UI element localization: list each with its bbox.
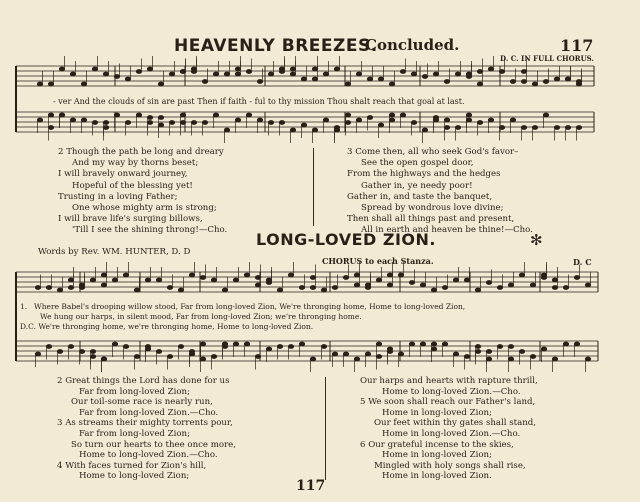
note-head: [442, 286, 447, 290]
note-head: [125, 77, 130, 81]
note-head: [145, 278, 150, 282]
note-head: [354, 283, 359, 287]
verse-line: 3 Come then, all who seek God's favor–: [347, 147, 519, 157]
note-head: [200, 342, 205, 346]
note-head: [48, 82, 53, 86]
note-head: [35, 286, 40, 290]
note-head: [266, 278, 271, 282]
verse-line: Home in long-loved Zion;: [382, 450, 492, 461]
verse-line: Far from long-loved Zion;: [79, 386, 190, 397]
verse-line: Home to long-loved Zion.—Cho.: [382, 386, 521, 397]
column-divider: [313, 148, 314, 226]
note-head: [277, 345, 282, 349]
note-head: [257, 118, 262, 122]
note-head: [290, 128, 295, 132]
note-head: [554, 77, 559, 81]
note-head: [200, 276, 205, 280]
verse-line: Our toil-some race is nearly run,: [71, 397, 213, 408]
note-head: [532, 126, 537, 130]
note-head: [497, 286, 502, 290]
note-head: [455, 126, 460, 130]
verse-line: Gather in, ye needy poor!: [361, 180, 473, 191]
note-head: [81, 118, 86, 122]
note-head: [576, 126, 581, 130]
note-head: [541, 276, 546, 280]
note-head: [521, 126, 526, 130]
note-head: [521, 80, 526, 84]
note-head: [312, 128, 317, 132]
note-head: [433, 116, 438, 120]
note-head: [213, 113, 218, 117]
note-head: [444, 80, 449, 84]
note-head: [376, 278, 381, 282]
note-head: [323, 72, 328, 76]
note-head: [299, 286, 304, 290]
verse-line: 2 Great things the Lord has done for us: [57, 376, 230, 386]
note-head: [224, 128, 229, 132]
note-head: [475, 350, 480, 354]
verse-line: Hopeful of the blessing yet!: [72, 180, 193, 191]
note-head: [332, 352, 337, 356]
note-head: [158, 82, 163, 86]
note-head: [235, 67, 240, 71]
note-head: [167, 286, 172, 290]
verse-line: I will bravely onward journey,: [58, 169, 188, 180]
note-head: [70, 72, 75, 76]
note-head: [101, 283, 106, 287]
hymn-title: HEAVENLY BREEZES.: [174, 36, 378, 56]
note-head: [453, 352, 458, 356]
verse-line: Far from long-loved Zion;: [79, 428, 190, 439]
lyric-line-2: We hung our harps, in silent mood, Far from long-loved Zion; we're thronging home.: [40, 312, 362, 321]
verse-line: 5 We soon shall reach our Father's land,: [360, 397, 536, 408]
verse-line: See the open gospel door,: [361, 158, 474, 169]
note-head: [354, 357, 359, 361]
note-head: [125, 121, 130, 125]
note-head: [178, 288, 183, 292]
verse-line: From the highways and the hedges: [347, 169, 501, 180]
hymn2-verses-left: [57, 376, 236, 482]
note-head: [411, 121, 416, 125]
note-head: [453, 278, 458, 282]
note-head: [508, 283, 513, 287]
dc-note: D. C. IN FULL CHORUS.: [500, 54, 594, 63]
note-head: [70, 118, 75, 122]
verse-line: Our harps and hearts with rapture thrill,: [360, 376, 538, 386]
note-head: [420, 342, 425, 346]
note-head: [565, 77, 570, 81]
note-head: [246, 70, 251, 74]
note-head: [378, 123, 383, 127]
note-head: [145, 347, 150, 351]
note-head: [367, 77, 372, 81]
note-head: [411, 72, 416, 76]
note-head: [321, 288, 326, 292]
note-head: [387, 283, 392, 287]
note-head: [464, 355, 469, 359]
note-head: [376, 342, 381, 346]
note-head: [169, 121, 174, 125]
note-head: [244, 342, 249, 346]
note-head: [134, 355, 139, 359]
note-head: [147, 67, 152, 71]
hymn2-verses-right: [360, 376, 538, 482]
lyric-line-3: D.C. We're thronging home, we're thronging home, Home to long-loved Zion.: [20, 322, 314, 331]
note-head: [112, 342, 117, 346]
note-head: [189, 273, 194, 277]
note-head: [68, 278, 73, 282]
verse-line: 4 With faces turned for Zion's hill,: [57, 460, 207, 471]
note-head: [57, 350, 62, 354]
verse-line: 2 Though the path be long and dreary: [58, 147, 224, 157]
note-head: [519, 273, 524, 277]
note-head: [103, 121, 108, 125]
note-head: [279, 67, 284, 71]
note-head: [244, 273, 249, 277]
note-head: [334, 67, 339, 71]
note-head: [81, 82, 86, 86]
verse-line: Gather in, and taste the banquet,: [347, 191, 493, 202]
note-head: [290, 67, 295, 71]
note-head: [464, 278, 469, 282]
verse-line: So turn our hearts to thee once more,: [71, 439, 236, 450]
footer-page-number: 117: [296, 478, 326, 494]
note-head: [255, 276, 260, 280]
note-head: [510, 80, 515, 84]
note-head: [290, 72, 295, 76]
note-head: [310, 276, 315, 280]
note-head: [312, 77, 317, 81]
note-head: [101, 357, 106, 361]
note-head: [343, 352, 348, 356]
note-head: [48, 113, 53, 117]
note-head: [387, 273, 392, 277]
verse-line: All in earth and heaven be thine!—Cho.: [361, 225, 533, 236]
note-head: [532, 82, 537, 86]
star-ornament: ✻: [530, 231, 543, 249]
lyric-line: - ver And the clouds of sin are past Then if faith - ful to thy mission Thou shalt reach that goal at last.: [53, 97, 465, 106]
note-head: [103, 72, 108, 76]
verse-line: Home in long-loved Zion;: [382, 407, 492, 418]
note-head: [233, 342, 238, 346]
note-head: [466, 118, 471, 122]
note-head: [180, 113, 185, 117]
verse-line: Our feet within thy gates shall stand,: [374, 418, 536, 429]
note-head: [114, 113, 119, 117]
note-head: [345, 82, 350, 86]
note-head: [211, 355, 216, 359]
note-head: [92, 67, 97, 71]
note-head: [48, 126, 53, 130]
note-head: [398, 273, 403, 277]
note-head: [92, 121, 97, 125]
note-head: [552, 278, 557, 282]
note-head: [552, 286, 557, 290]
note-head: [222, 288, 227, 292]
note-head: [400, 70, 405, 74]
note-head: [191, 67, 196, 71]
note-head: [312, 67, 317, 71]
hymn2-title: LONG-LOVED ZION.: [256, 230, 436, 249]
note-head: [389, 113, 394, 117]
note-head: [189, 352, 194, 356]
note-head: [79, 283, 84, 287]
note-head: [277, 288, 282, 292]
note-head: [268, 121, 273, 125]
note-head: [444, 126, 449, 130]
note-head: [202, 121, 207, 125]
note-head: [332, 286, 337, 290]
note-head: [158, 123, 163, 127]
note-head: [202, 80, 207, 84]
note-head: [169, 72, 174, 76]
note-head: [147, 116, 152, 120]
note-head: [59, 113, 64, 117]
note-head: [200, 357, 205, 361]
verse-line: 3 As streams their mighty torrents pour,: [57, 418, 233, 429]
note-head: [585, 283, 590, 287]
note-head: [191, 121, 196, 125]
note-head: [455, 72, 460, 76]
note-head: [530, 355, 535, 359]
verse-line: And my way by thorns beset;: [72, 158, 199, 169]
note-head: [409, 342, 414, 346]
note-head: [79, 350, 84, 354]
note-head: [466, 113, 471, 117]
note-head: [576, 80, 581, 84]
note-head: [488, 67, 493, 71]
note-head: [433, 72, 438, 76]
words-credit: Words by Rev. WM. HUNTER, D. D: [38, 247, 191, 257]
note-head: [431, 347, 436, 351]
note-head: [563, 286, 568, 290]
note-head: [488, 118, 493, 122]
note-head: [68, 345, 73, 349]
note-head: [178, 345, 183, 349]
note-head: [521, 70, 526, 74]
verse-line: 6 Our grateful incense to the skies,: [360, 439, 514, 450]
note-head: [57, 288, 62, 292]
note-head: [90, 278, 95, 282]
note-head: [442, 342, 447, 346]
note-head: [477, 82, 482, 86]
note-head: [235, 118, 240, 122]
note-head: [321, 345, 326, 349]
note-head: [114, 75, 119, 79]
note-head: [211, 278, 216, 282]
note-head: [543, 80, 548, 84]
note-head: [246, 113, 251, 117]
note-head: [422, 75, 427, 79]
note-head: [156, 278, 161, 282]
note-head: [497, 345, 502, 349]
note-head: [420, 283, 425, 287]
note-head: [136, 70, 141, 74]
verse-line: Mingled with holy songs shall rise,: [374, 460, 526, 471]
note-head: [301, 77, 306, 81]
note-head: [565, 126, 570, 130]
verse-line: Home to long-loved Zion;: [79, 471, 190, 482]
note-head: [444, 118, 449, 122]
note-head: [530, 283, 535, 287]
note-head: [508, 345, 513, 349]
note-head: [112, 278, 117, 282]
note-head: [486, 357, 491, 361]
note-head: [35, 352, 40, 356]
note-head: [310, 357, 315, 361]
dc-mark: D. C: [573, 257, 592, 267]
note-head: [477, 70, 482, 74]
note-head: [422, 128, 427, 132]
note-head: [37, 118, 42, 122]
note-head: [134, 288, 139, 292]
note-head: [136, 113, 141, 117]
verse-line: Then shall all things past and present,: [347, 214, 515, 225]
note-head: [180, 121, 185, 125]
note-head: [519, 350, 524, 354]
note-head: [365, 352, 370, 356]
verse-2: [58, 147, 227, 237]
note-head: [400, 113, 405, 117]
note-head: [543, 113, 548, 117]
note-head: [301, 123, 306, 127]
note-head: [378, 77, 383, 81]
note-head: [389, 118, 394, 122]
note-head: [180, 70, 185, 74]
note-head: [343, 276, 348, 280]
note-head: [510, 118, 515, 122]
note-head: [101, 273, 106, 277]
note-head: [266, 347, 271, 351]
note-head: [255, 283, 260, 287]
note-head: [103, 126, 108, 130]
note-head: [345, 113, 350, 117]
note-head: [37, 82, 42, 86]
note-head: [233, 278, 238, 282]
verse-line: Home in long-loved Zion.—Cho.: [382, 428, 521, 439]
note-head: [345, 121, 350, 125]
note-head: [167, 355, 172, 359]
note-head: [554, 126, 559, 130]
note-head: [334, 128, 339, 132]
verse-line: Home to long-loved Zion.—Cho.: [79, 450, 218, 461]
page-number: 117: [560, 36, 594, 55]
note-head: [288, 273, 293, 277]
note-head: [475, 345, 480, 349]
note-head: [574, 276, 579, 280]
note-head: [499, 70, 504, 74]
note-head: [431, 342, 436, 346]
note-head: [486, 281, 491, 285]
column-divider-2: [325, 377, 326, 480]
note-head: [46, 345, 51, 349]
hymn-subtitle: Concluded.: [365, 36, 460, 54]
verse-line: Spread by wondrous love divine;: [361, 203, 504, 214]
note-head: [552, 357, 557, 361]
note-head: [224, 72, 229, 76]
verse-line: I will brave life's surging billows,: [58, 214, 203, 225]
note-head: [356, 118, 361, 122]
note-head: [323, 118, 328, 122]
note-head: [279, 121, 284, 125]
note-head: [158, 116, 163, 120]
note-head: [486, 350, 491, 354]
note-head: [288, 345, 293, 349]
note-head: [367, 116, 372, 120]
note-head: [123, 273, 128, 277]
note-head: [387, 350, 392, 354]
note-head: [235, 72, 240, 76]
note-head: [147, 121, 152, 125]
note-head: [563, 342, 568, 346]
note-head: [257, 80, 262, 84]
note-head: [59, 67, 64, 71]
note-head: [68, 286, 73, 290]
note-head: [389, 82, 394, 86]
chorus-note: CHORUS to each Stanza.: [322, 256, 434, 266]
note-head: [376, 355, 381, 359]
note-head: [585, 357, 590, 361]
note-head: [46, 286, 51, 290]
verse-line: Trusting in a loving Father;: [58, 191, 178, 202]
note-head: [310, 286, 315, 290]
note-head: [222, 342, 227, 346]
lyric-line-1: Where Babel's drooping willow stood, Far from long-loved Zion, We're thronging home, Home to long-loved Zion,: [34, 302, 466, 311]
note-head: [156, 350, 161, 354]
note-head: [90, 355, 95, 359]
verse-line: Home in long-loved Zion.: [382, 471, 492, 482]
note-head: [90, 350, 95, 354]
note-head: [255, 355, 260, 359]
note-head: [213, 72, 218, 76]
note-head: [268, 72, 273, 76]
note-head: [477, 121, 482, 125]
note-head: [508, 357, 513, 361]
note-head: [431, 288, 436, 292]
verse-line: 'Till I see the shining throng!—Cho.: [72, 225, 228, 236]
note-head: [466, 75, 471, 79]
note-head: [354, 273, 359, 277]
note-head: [574, 342, 579, 346]
note-head: [356, 72, 361, 76]
note-head: [409, 281, 414, 285]
note-head: [299, 342, 304, 346]
note-head: [123, 345, 128, 349]
note-head: [499, 126, 504, 130]
verse-line: One whose mighty arm is strong;: [72, 203, 217, 214]
note-head: [398, 352, 403, 356]
verse-line: Far from long-loved Zion.—Cho.: [79, 407, 219, 418]
note-head: [475, 288, 480, 292]
note-head: [365, 283, 370, 287]
verse-3: [347, 147, 533, 237]
note-head: [541, 347, 546, 351]
verse-number: 1.: [20, 302, 28, 311]
